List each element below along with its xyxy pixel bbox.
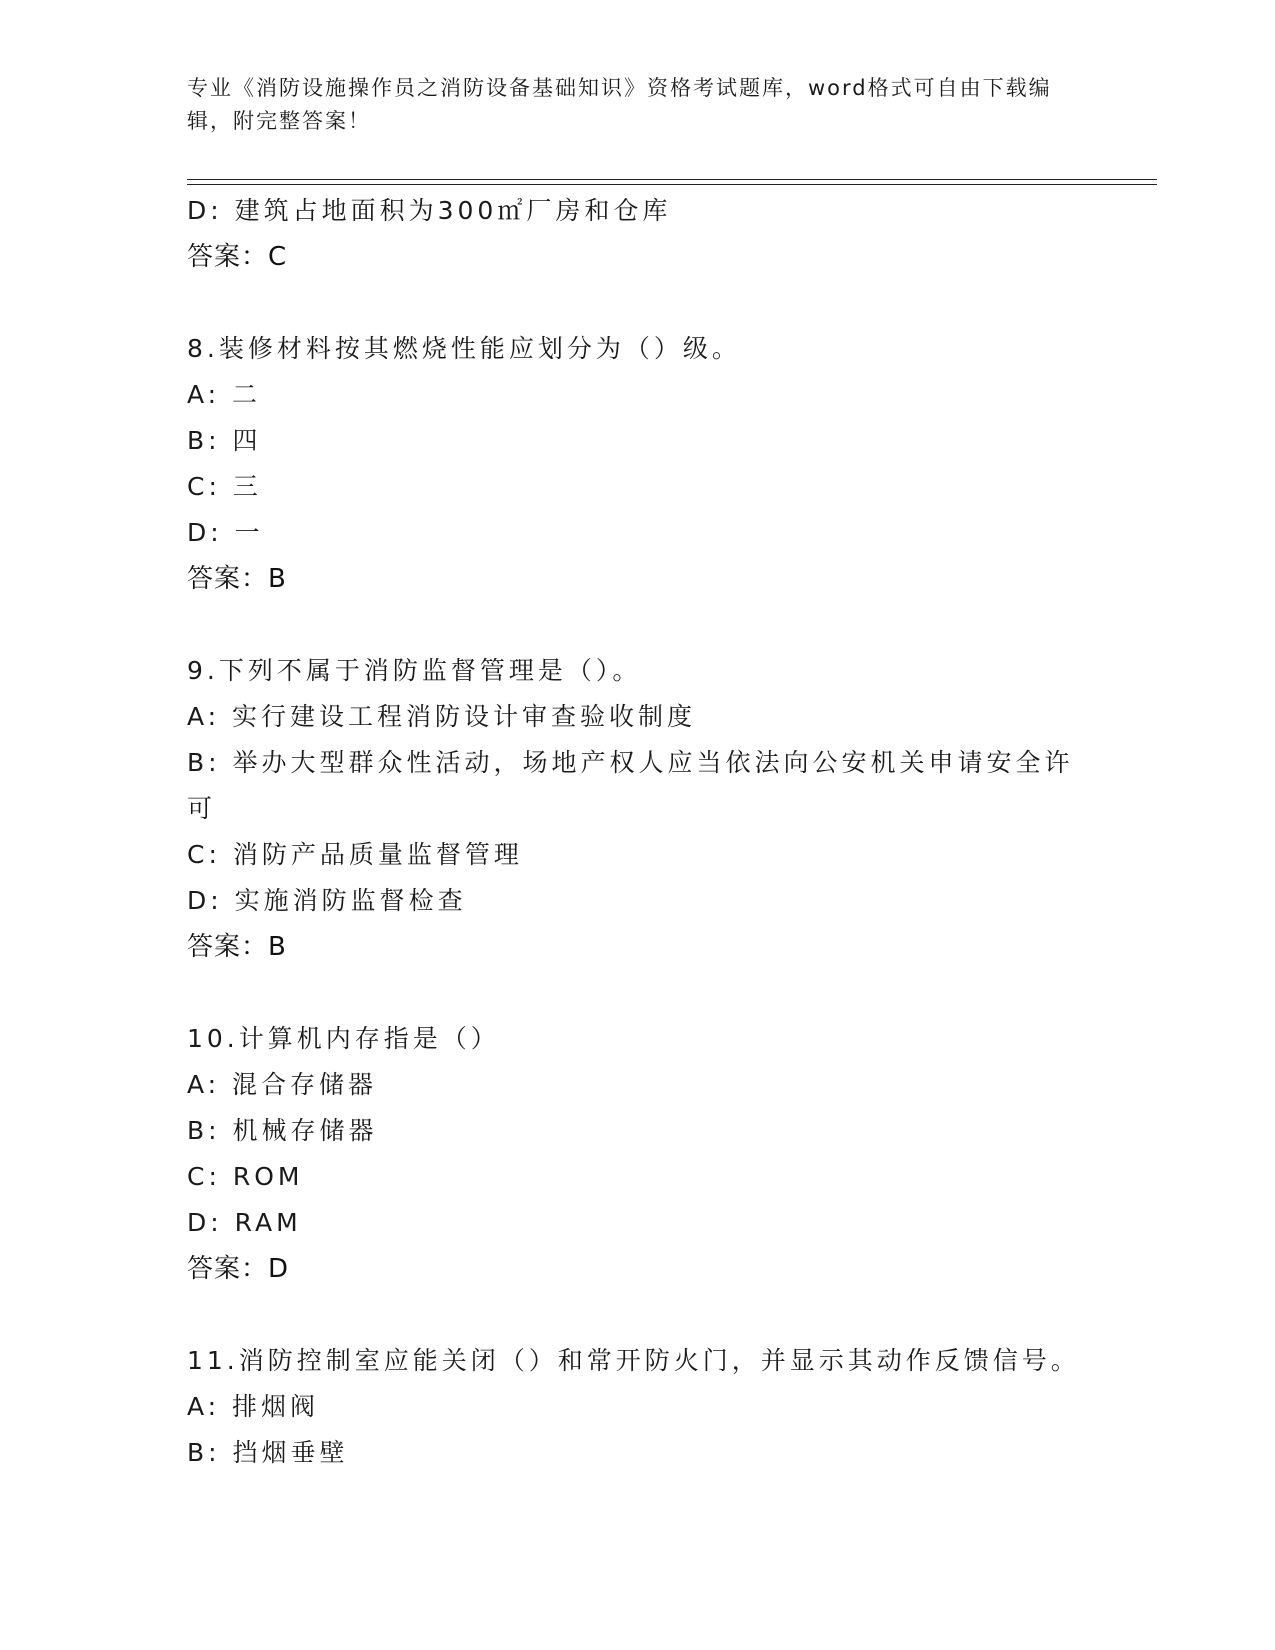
question-10-stem: 10.计算机内存指是（） bbox=[187, 1024, 500, 1053]
spacer bbox=[187, 602, 1087, 648]
question-10-option-b: B: 机械存储器 bbox=[187, 1116, 378, 1145]
question-11-stem: 11.消防控制室应能关闭（）和常开防火门，并显示其动作反馈信号。 bbox=[187, 1346, 1080, 1375]
question-8-option-c: C: 三 bbox=[187, 472, 262, 501]
question-8-answer: 答案：B bbox=[187, 564, 287, 594]
header-divider-top bbox=[187, 179, 1157, 180]
spacer bbox=[187, 1292, 1087, 1338]
question-9-option-a: A: 实行建设工程消防设计审查验收制度 bbox=[187, 702, 697, 731]
question-10-option-c: C: ROM bbox=[187, 1162, 304, 1191]
question-8-stem: 8.装修材料按其燃烧性能应划分为（）级。 bbox=[187, 334, 741, 363]
spacer bbox=[187, 970, 1087, 1016]
question-10-option-a: A: 混合存储器 bbox=[187, 1070, 378, 1099]
header-divider-bottom bbox=[187, 184, 1157, 185]
document-header: 专业《消防设施操作员之消防设备基础知识》资格考试题库，word格式可自由下载编辑，附完整答案！ bbox=[187, 76, 1052, 133]
question-9-stem: 9.下列不属于消防监督管理是（）。 bbox=[187, 656, 642, 685]
question-content bbox=[187, 188, 1087, 1476]
question-9-option-b: B: 举办大型群众性活动，场地产权人应当依法向公安机关申请安全许可 bbox=[187, 748, 1074, 823]
question-10-answer: 答案：D bbox=[187, 1254, 290, 1284]
question-8-option-d: D: 一 bbox=[187, 518, 264, 547]
question-11-option-b: B: 挡烟垂壁 bbox=[187, 1438, 349, 1467]
question-11-option-a: A: 排烟阀 bbox=[187, 1392, 320, 1421]
answer-carryover: 答案：C bbox=[187, 242, 288, 272]
spacer bbox=[187, 280, 1087, 326]
question-9-answer: 答案：B bbox=[187, 932, 287, 962]
question-9-option-c: C: 消防产品质量监督管理 bbox=[187, 840, 523, 869]
option-d-carryover: D: 建筑占地面积为300㎡厂房和仓库 bbox=[187, 196, 672, 225]
question-9-option-d: D: 实施消防监督检查 bbox=[187, 886, 467, 915]
question-8-option-b: B: 四 bbox=[187, 426, 262, 455]
question-8-option-a: A: 二 bbox=[187, 380, 262, 409]
question-10-option-d: D: RAM bbox=[187, 1208, 302, 1237]
